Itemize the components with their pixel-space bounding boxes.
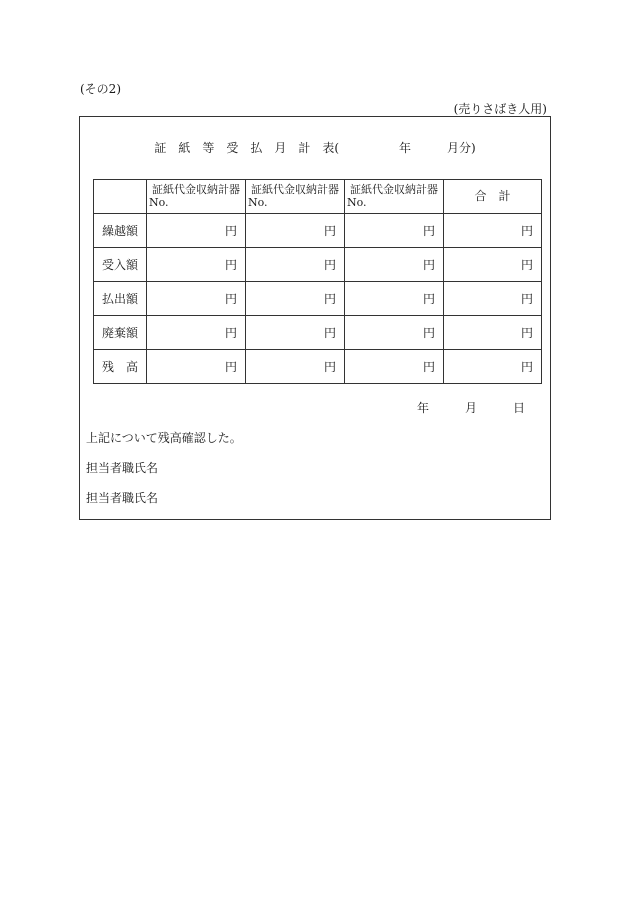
amount-cell: 円 xyxy=(147,350,246,384)
amount-cell: 円 xyxy=(246,350,345,384)
form-title: 証 紙 等 受 払 月 計 表( 年 月分) xyxy=(154,141,476,155)
row-label: 繰越額 xyxy=(94,214,147,248)
page-label: (その2) xyxy=(80,82,121,96)
table-row xyxy=(94,248,542,282)
amount-cell: 円 xyxy=(345,214,444,248)
date-line: 年 月 日 xyxy=(417,401,526,415)
meter-column-header xyxy=(246,180,345,214)
meter-column-title: 証紙代金収納計器 xyxy=(251,183,339,196)
row-label: 廃棄額 xyxy=(94,316,147,350)
meter-column-header xyxy=(345,180,444,214)
amount-cell: 円 xyxy=(345,316,444,350)
meter-column-title: 証紙代金収納計器 xyxy=(350,183,438,196)
row-label: 払出額 xyxy=(94,282,147,316)
total-cell: 円 xyxy=(444,282,542,316)
amount-cell: 円 xyxy=(246,248,345,282)
total-cell: 円 xyxy=(444,214,542,248)
amount-cell: 円 xyxy=(147,316,246,350)
meter-number-label: No. xyxy=(248,196,268,209)
amount-cell: 円 xyxy=(246,282,345,316)
table-header-row xyxy=(94,180,542,214)
ledger-table xyxy=(93,179,542,384)
meter-column-header xyxy=(147,180,246,214)
header-corner-cell xyxy=(94,180,147,214)
form-purpose-label: (売りさばき人用) xyxy=(453,102,547,116)
meter-number-label: No. xyxy=(347,196,367,209)
meter-number-label: No. xyxy=(149,196,169,209)
amount-cell: 円 xyxy=(246,316,345,350)
table-row xyxy=(94,350,542,384)
table-row xyxy=(94,316,542,350)
total-cell: 円 xyxy=(444,248,542,282)
amount-cell: 円 xyxy=(147,282,246,316)
row-label: 受入額 xyxy=(94,248,147,282)
form-frame xyxy=(79,116,551,520)
table-row xyxy=(94,214,542,248)
total-column-title: 合 計 xyxy=(474,189,511,203)
amount-cell: 円 xyxy=(345,248,444,282)
total-column-header xyxy=(444,180,542,214)
confirmation-statement: 上記について残高確認した。 xyxy=(86,431,242,445)
amount-cell: 円 xyxy=(147,214,246,248)
amount-cell: 円 xyxy=(345,282,444,316)
amount-cell: 円 xyxy=(246,214,345,248)
officer-name-label: 担当者職氏名 xyxy=(86,461,159,475)
row-label: 残 高 xyxy=(94,350,147,384)
officer-name-label: 担当者職氏名 xyxy=(86,491,159,505)
table-row xyxy=(94,282,542,316)
total-cell: 円 xyxy=(444,350,542,384)
total-cell: 円 xyxy=(444,316,542,350)
amount-cell: 円 xyxy=(345,350,444,384)
amount-cell: 円 xyxy=(147,248,246,282)
meter-column-title: 証紙代金収納計器 xyxy=(152,183,240,196)
